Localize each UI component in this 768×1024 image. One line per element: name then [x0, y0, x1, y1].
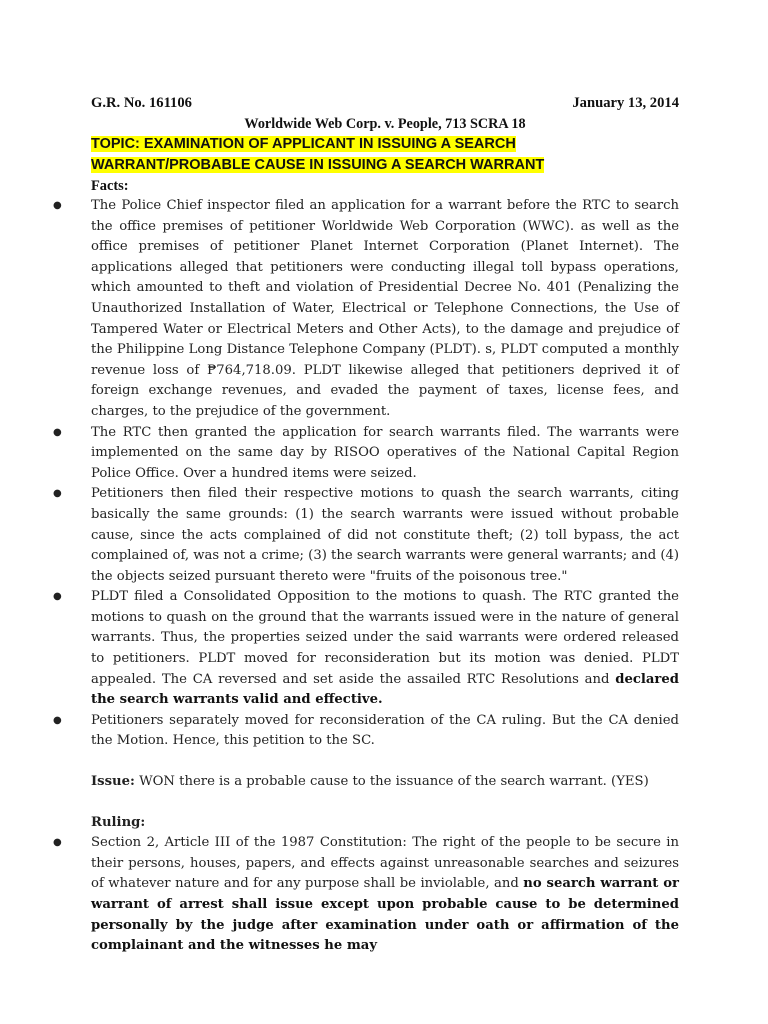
ruling-text: Section 2, Article III of the 1987 Constitution: The right of the people to be secure in their persons, houses, papers, and effects against unreasonable searches and seizures of whatever nature and for any purpose shall be inviolable, and	[91, 835, 679, 892]
topic-line-1: TOPIC: EXAMINATION OF APPLICANT IN ISSUING A SEARCH	[91, 136, 516, 152]
list-item: ● The Police Chief inspector filed an application for a warrant before the RTC to search the office premises of petitioner Worldwide Web Corporation (WWC). as well as the office premises of petitioner Planet Internet Corporation (Planet Internet). The applications alleged that petitioners were conducting illegal toll bypass operations, which amounted to theft and violation of Presidential Decree No. 401 (Penalizing the Unauthorized Installation of Water, Electrical or Telephone Connections, the Use of Tampered Water or Electrical Meters and Other Acts), to the damage and prejudice of the Philippine Long Distance Telephone Company (PLDT). s, PLDT computed a monthly revenue loss of ₱764,718.09. PLDT likewise alleged that petitioners deprived it of foreign exchange revenues, and evaded the payment of taxes, license fees, and charges, to the prejudice of the government.	[91, 196, 679, 423]
list-item	[91, 833, 679, 957]
list-item: ● Petitioners then filed their respective motions to quash the search warrants, citing basically the same grounds: (1) the search warrants were issued without probable cause, since the acts complained of did not constitute theft; (2) toll bypass, the act complained of, was not a crime; (3) the search warrants were general warrants; and (4) the objects seized pursuant thereto were "fruits of the poisonous tree."	[91, 484, 679, 587]
list-item	[91, 587, 679, 711]
ruling-emphasis: no search warrant or warrant of arrest shall issue except upon probable cause to be determined personally by the judge after examination under oath or affirmation of the complainant and the witnesses he may	[91, 876, 679, 954]
case-title: Worldwide Web Corp. v. People, 713 SCRA 18	[244, 116, 526, 132]
fact-emphasis: declared the search warrants valid and effective.	[91, 671, 679, 708]
gr-number: G.R. No. 161106	[91, 95, 192, 111]
issue-paragraph	[91, 772, 679, 793]
topic-heading	[91, 134, 679, 176]
issue-label: Issue:	[91, 774, 135, 790]
facts-list	[91, 196, 679, 752]
list-item: ● The RTC then granted the application for search warrants filed. The warrants were implemented on the same day by RISOO operatives of the National Capital Region Police Office. Over a hundred items were seized.	[91, 423, 679, 485]
topic-line-2: WARRANT/PROBABLE CAUSE IN ISSUING A SEARCH WARRANT	[91, 157, 545, 173]
issue-text: WON there is a probable cause to the issuance of the search warrant. (YES)	[134, 774, 649, 790]
case-header	[91, 93, 679, 113]
ruling-label: Ruling:	[91, 814, 146, 830]
list-item: ● Petitioners separately moved for reconsideration of the CA ruling. But the CA denied the Motion. Hence, this petition to the SC.	[91, 711, 679, 752]
facts-label: Facts:	[91, 178, 129, 194]
ruling-list	[91, 833, 679, 957]
decision-date: January 13, 2014	[572, 95, 679, 111]
fact-text: PLDT filed a Consolidated Opposition to the motions to quash. The RTC granted the motions to quash on the ground that the warrants issued were in the nature of general warrants. Thus, the properties seized under the said warrants were ordered released to petitioners. PLDT moved for reconsideration but its motion was denied. PLDT appealed. The CA reversed and set aside the assailed RTC Resolutions and	[91, 589, 679, 687]
